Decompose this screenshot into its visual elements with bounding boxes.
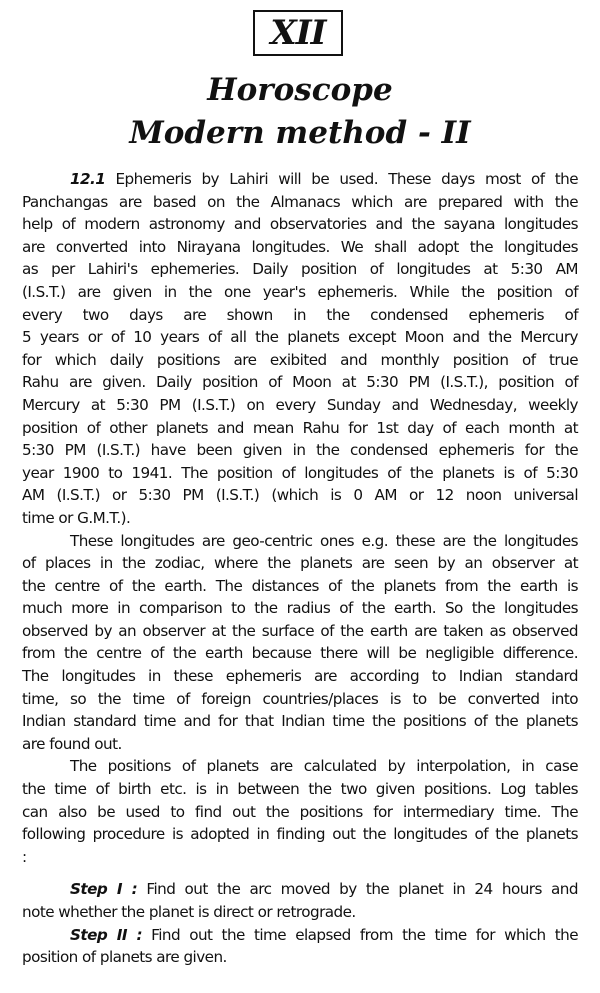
text-line: The longitudes in these ephemeris are according to Indian standard	[22, 667, 578, 686]
body-text	[22, 168, 578, 969]
text-line: every two days are shown in the condensed ephemeris of	[22, 305, 578, 324]
chapter-title-line1: Horoscope	[207, 72, 393, 108]
text-line: are converted into Nirayana longitudes. We shall adopt the longitudes	[22, 237, 578, 256]
text-line: for which daily positions are exibited and monthly position of true	[22, 350, 578, 369]
text-line: note whether the planet is direct or retrograde.	[22, 903, 356, 921]
text-line: as per Lahiri's ephemeries. Daily position of longitudes at 5:30 AM	[22, 260, 578, 279]
paragraph-interpolation	[22, 755, 578, 868]
text-line: are found out.	[22, 734, 122, 753]
text-line: Mercury at 5:30 PM (I.S.T.) on every Sunday and Wednesday, weekly	[22, 395, 578, 414]
text-line: observed by an observer at the surface of the earth are taken as observed	[22, 621, 578, 640]
text-line	[22, 924, 578, 947]
text-line: from the centre of the earth because there will be negligible difference.	[22, 644, 578, 663]
text-line: time, so the time of foreign countries/places is to be converted into	[22, 689, 578, 708]
text-line: :	[22, 847, 27, 866]
chapter-title-line2: Modern method - II	[129, 115, 471, 151]
text-line	[22, 168, 578, 191]
text-line: can also be used to find out the positions for intermediary time. The	[22, 802, 578, 821]
text-line: 5 years or of 10 years of all the planets except Moon and the Mercury	[22, 328, 578, 347]
text-line: time or G.M.T.).	[22, 508, 131, 527]
step-2	[22, 924, 578, 969]
chapter-number-box: XII	[253, 10, 343, 56]
text-line: Indian standard time and for that Indian time the positions of the planets	[22, 712, 578, 731]
text-line: of places in the zodiac, where the planets are seen by an observer at	[22, 554, 578, 573]
step-1	[22, 878, 578, 923]
text-line: much more in comparison to the radius of the earth. So the longitudes	[22, 599, 578, 618]
text-line: The positions of planets are calculated by interpolation, in case	[70, 757, 578, 776]
line-text: Find out the time elapsed from the time for which the	[142, 925, 578, 944]
paragraph-geocentric	[22, 530, 578, 756]
paragraph-12-1	[22, 168, 578, 530]
text-line: year 1900 to 1941. The position of longitudes of the planets is of 5:30	[22, 463, 578, 482]
text-line: position of other planets and mean Rahu for 1st day of each month at	[22, 418, 578, 437]
text-line: following procedure is adopted in finding out the longitudes of the planets	[22, 825, 578, 844]
text-line: Panchangas are based on the Almanacs which are prepared with the	[22, 192, 578, 211]
line-text: Find out the arc moved by the planet in 24 hours and	[137, 880, 578, 899]
bold-label: 12.1	[70, 170, 106, 188]
text-line: These longitudes are geo-centric ones e.g. these are the longitudes	[70, 531, 578, 550]
text-line: 5:30 PM (I.S.T.) have been given in the condensed ephemeris for the	[22, 441, 578, 460]
text-line: Rahu are given. Daily position of Moon at 5:30 PM (I.S.T.), position of	[22, 373, 578, 392]
line-text: Ephemeris by Lahiri will be used. These days most of the	[105, 170, 578, 188]
bold-label: Step I :	[70, 880, 138, 899]
text-line: the time of birth etc. is in between the two given positions. Log tables	[22, 780, 578, 799]
text-line	[22, 878, 578, 901]
text-line: (I.S.T.) are given in the one year's ephemeris. While the position of	[22, 282, 578, 301]
bold-label: Step II :	[70, 925, 143, 944]
text-line: AM (I.S.T.) or 5:30 PM (I.S.T.) (which is 0 AM or 12 noon universal	[22, 486, 578, 505]
text-line: help of modern astronomy and observatories and the sayana longitudes	[22, 215, 578, 234]
text-line: the centre of the earth. The distances of the planets from the earth is	[22, 576, 578, 595]
text-line: position of planets are given.	[22, 948, 227, 967]
